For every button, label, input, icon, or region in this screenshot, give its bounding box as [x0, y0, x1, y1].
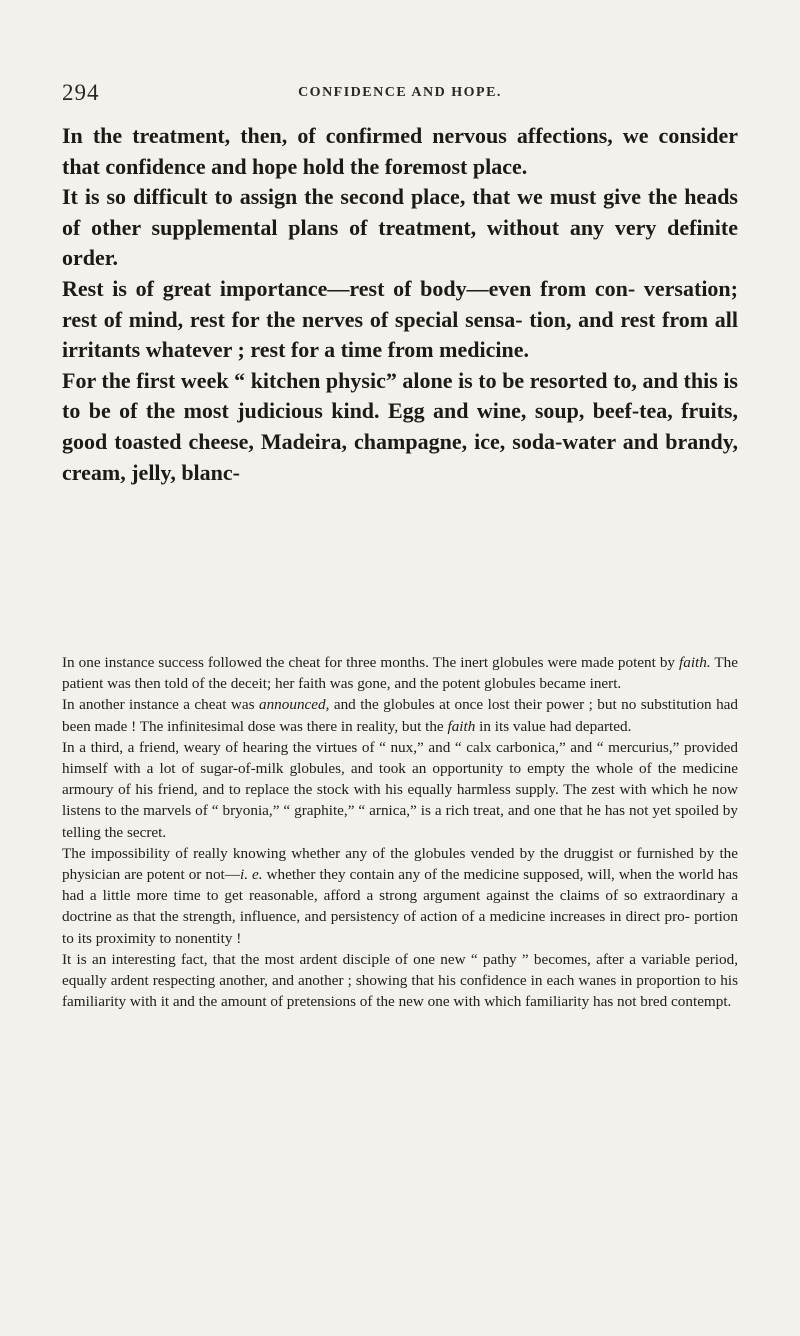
footnote-block — [62, 652, 738, 1012]
footnote-paragraph: The impossibility of really knowing whether any of the globules vended by the druggist or furnished by the physician are potent or not—i. e. whether they contain any of the medicine supposed, will, when the world has had a little more time to get reasonable, afford a strong argument against the claims of so extraordinary a doctrine as that the strength, influence, and persistency of action of a medicine increases in direct pro- portion to its proximity to nonentity ! — [62, 844, 738, 947]
running-head — [62, 80, 738, 106]
page-number: 294 — [62, 80, 100, 105]
footnote-paragraph: In a third, a friend, weary of hearing the virtues of “ nux,” and “ calx carbonica,” and “ mercurius,” provided himself with a lot of sugar-of-milk globules, and took an opportunity to empty the whole of the medicine armoury of his friend, and to replace the stock with his equally harmless supply. The zest with which he now listens to the marvels of “ bryonia,” “ graphite,” “ arnica,” is a rich treat, and one that he has not yet spoiled by telling the secret. — [62, 738, 738, 841]
body-paragraph: It is so difficult to assign the second place, that we must give the heads of other supplemental plans of treatment, without any very definite order. — [62, 184, 738, 271]
body-paragraph: In the treatment, then, of confirmed nervous affections, we consider that confidence and hope hold the foremost place. — [62, 123, 738, 179]
footnote-paragraph: In one instance success followed the cheat for three months. The inert globules were made potent by faith. The patient was then told of the deceit; her faith was gone, and the potent globules became inert. — [62, 654, 738, 693]
footnote-paragraph: It is an interesting fact, that the most ardent disciple of one new “ pathy ” becomes, after a variable period, equally ardent respecting another, and another ; showing that his confidence in each wanes in proportion to his familiarity with it and the amount of pretensions of the new one with which familiarity has not bred contempt. — [62, 950, 738, 1011]
main-body-text — [62, 121, 738, 488]
body-paragraph: Rest is of great importance—rest of body—even from con- versation; rest of mind, rest for the nerves of special sensa- tion, and rest from all irritants whatever ; rest for a time from medicine. — [62, 275, 738, 363]
running-title: CONFIDENCE AND HOPE. — [298, 85, 502, 100]
footnote-paragraph: In another instance a cheat was announced, and the globules at once lost their power ; but no substitution had been made ! The infinitesimal dose was there in reality, but the faith in its value had departed. — [62, 696, 738, 735]
body-paragraph: For the first week “ kitchen physic” alone is to be resorted to, and this is to be of the most judicious kind. Egg and wine, soup, beef-tea, fruits, good toasted cheese, Madeira, champagne, ice, soda-water and brandy, cream, jelly, blanc- — [62, 367, 738, 485]
